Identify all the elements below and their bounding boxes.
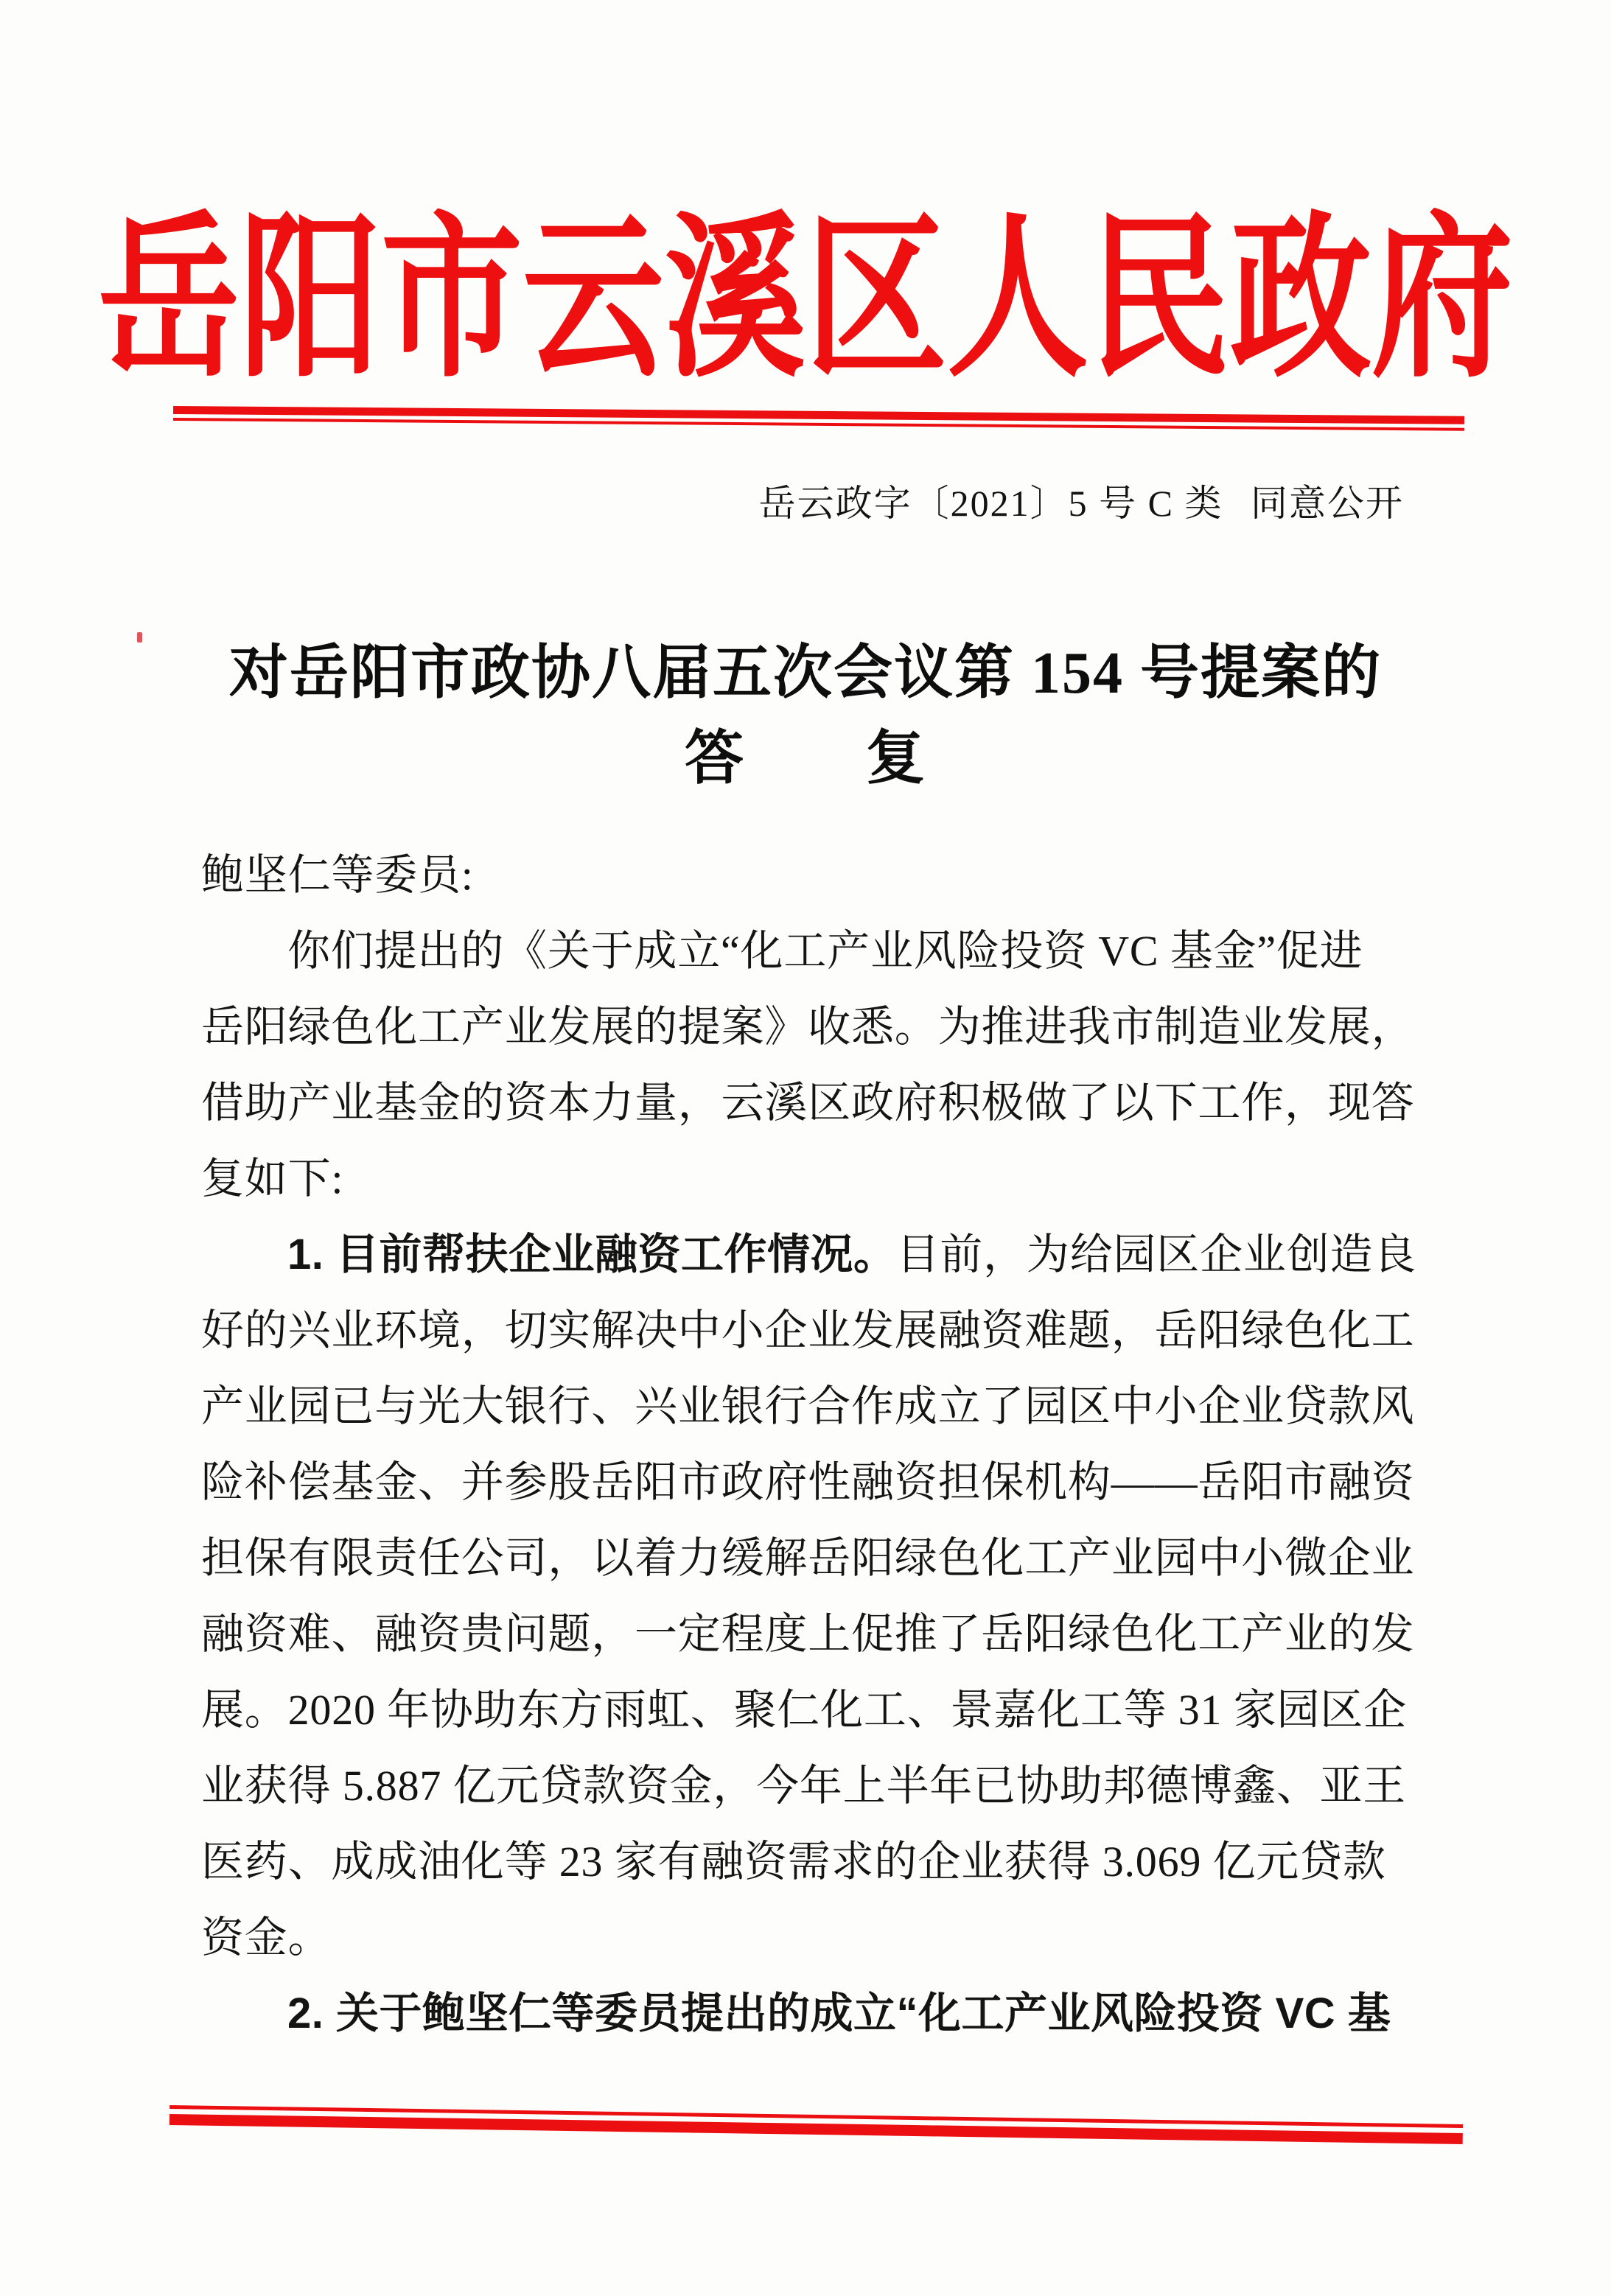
doc-number: 岳云政字〔2021〕5 号 C 类 xyxy=(758,483,1223,524)
body-line-text: 业获得 5.887 亿元贷款资金，今年上半年已协助邦德博鑫、亚王 xyxy=(201,1762,1407,1810)
body-line xyxy=(201,1444,1419,1520)
body-line xyxy=(201,1824,1419,1900)
body-line-text: 借助产业基金的资本力量，云溪区政府积极做了以下工作，现答 xyxy=(201,1079,1415,1127)
footer-divider xyxy=(170,2105,1463,2144)
body-line xyxy=(201,1292,1419,1368)
doc-number-line xyxy=(0,474,1404,527)
document-title-line1: 对岳阳市政协八届五次会议第 154 号提案的 xyxy=(229,641,1382,706)
issuing-org-title: 岳阳市云溪区人民政府 xyxy=(98,202,1513,399)
body-line xyxy=(201,1368,1419,1444)
body-line-text: 岳阳绿色化工产业发展的提案》收悉。为推进我市制造业发展， xyxy=(201,1003,1415,1051)
body-line-text: 鲍坚仁等委员: xyxy=(201,851,474,899)
body-line-heading: 1. 目前帮扶企业融资工作情况。 xyxy=(287,1231,897,1278)
body-line xyxy=(201,1065,1419,1141)
document-body xyxy=(201,837,1419,2051)
body-line xyxy=(201,1520,1419,1596)
body-line-text: 展。2020 年协助东方雨虹、聚仁化工、景嘉化工等 31 家园区企 xyxy=(201,1686,1407,1734)
letterhead-divider xyxy=(173,406,1464,431)
publicity-label: 同意公开 xyxy=(1251,483,1404,524)
body-line xyxy=(201,989,1419,1065)
body-line-text: 融资难、融资贵问题，一定程度上促推了岳阳绿色化工产业的发 xyxy=(201,1610,1415,1658)
body-line xyxy=(201,1748,1419,1824)
salutation-line xyxy=(201,837,1419,913)
body-line-text: 好的兴业环境，切实解决中小企业发展融资难题，岳阳绿色化工 xyxy=(201,1306,1415,1354)
body-line xyxy=(201,1672,1419,1748)
body-line-heading: 2. 关于鲍坚仁等委员提出的成立“化工产业风险投资 VC 基 xyxy=(287,1989,1391,2037)
body-line-text: 产业园已与光大银行、兴业银行合作成立了园区中小企业贷款风 xyxy=(201,1382,1415,1430)
document-title-line2: 答 复 xyxy=(685,727,926,791)
body-line xyxy=(201,1141,1419,1217)
body-line-text: 你们提出的《关于成立“化工产业风险投资 VC 基金”促进 xyxy=(287,927,1363,975)
body-line xyxy=(201,1217,1419,1292)
body-line xyxy=(201,1900,1419,1975)
body-line-text: 医药、成成油化等 23 家有融资需求的企业获得 3.069 亿元贷款 xyxy=(201,1838,1386,1886)
body-line-text: 目前，为给园区企业创造良 xyxy=(896,1231,1417,1278)
body-line xyxy=(201,913,1419,989)
body-line-text: 担保有限责任公司，以着力缓解岳阳绿色化工产业园中小微企业 xyxy=(201,1534,1415,1582)
body-line-text: 资金。 xyxy=(201,1914,332,1961)
document-title xyxy=(0,631,1611,802)
body-line xyxy=(201,1596,1419,1672)
body-line-text: 险补偿基金、并参股岳阳市政府性融资担保机构——岳阳市融资 xyxy=(201,1458,1415,1506)
body-line-text: 复如下: xyxy=(201,1155,344,1203)
body-line xyxy=(201,1975,1419,2051)
